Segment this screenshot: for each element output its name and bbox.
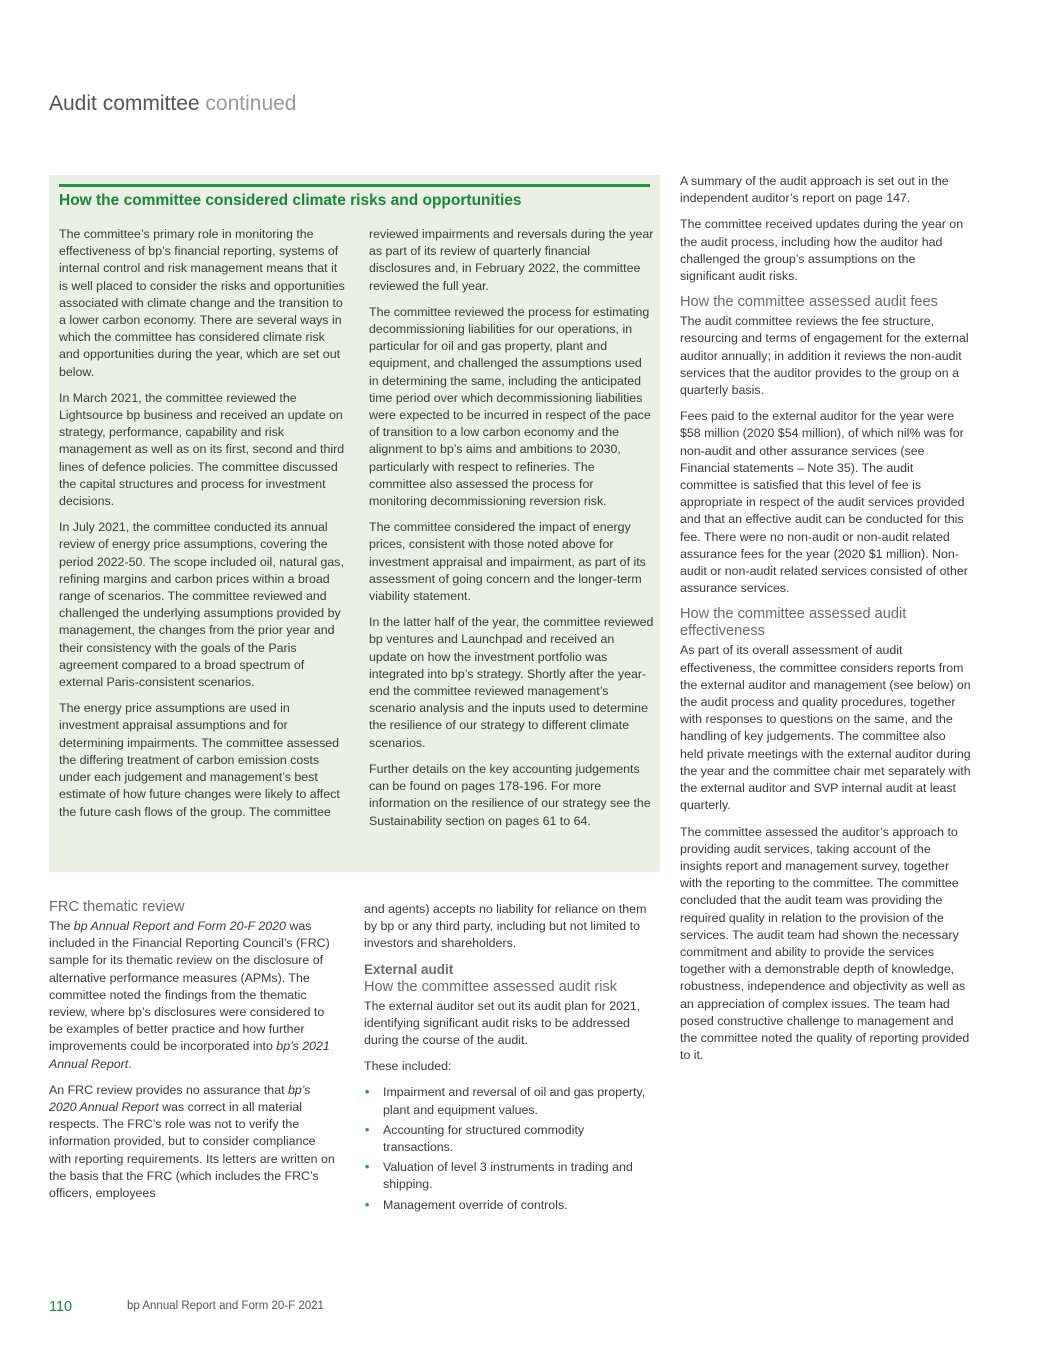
paragraph: reviewed impairments and reversals during the year as part of its review of quarterly financial disclosures and, in February 2022, the committee reviewed the full year.: [369, 227, 654, 293]
paragraph: The audit committee reviews the fee structure, resourcing and terms of engagement for the external auditor annually; in addition it reviews the non-audit services that the auditor provides to the group on a quarterly basis.: [680, 314, 969, 398]
paragraph: In July 2021, the committee conducted its annual review of energy price assumptions, covering the period 2022-50. The scope included oil, natural gas, refining margins and carbon prices within a broad range of scenarios. The committee reviewed and challenged the underlying assumptions provided by management, the changes from the prior year and their consistency with the goals of the Paris agreement compared to a broad spectrum of external Paris-consistent scenarios.: [59, 520, 344, 690]
paragraph: An FRC review provides no assurance that bp’s 2020 Annual Report was correct in all material respects. The FRC’s role was not to verify the information provided, but to consider compliance with reporting requirements. Its letters are written on the basis that the FRC (which includes the FRC’s officers, employees: [49, 1082, 335, 1201]
paragraph: Further details on the key accounting judgements can be found on pages 178-196. For more information on the resilience of our strategy see the Sustainability section on pages 61 to 64.: [369, 761, 651, 828]
bullet-icon: •: [365, 1160, 370, 1175]
list-item: • Accounting for structured commodity transactions.: [365, 1122, 585, 1155]
frc-heading: FRC thematic review: [49, 899, 185, 915]
box-top-rule: [59, 184, 650, 187]
page-number: 110: [49, 1299, 73, 1315]
paragraph: The external auditor set out its audit plan for 2021, identifying significant audit risks to be addressed during the course of the audit.: [364, 998, 641, 1048]
footer-title: bp Annual Report and Form 20-F 2021: [127, 1300, 324, 1312]
climate-risks-box: [49, 175, 660, 872]
bullet-icon: •: [365, 1197, 370, 1212]
paragraph: The committee assessed the auditor’s approach to providing audit services, taking account of the insights report and management survey, together with the reporting to the committee. The committee concluded that the audit team was providing the required quality in relation to the provision of the services. The audit team had shown the necessary commitment and ability to provide the services together with a demonstrable depth of knowledge, robustness, independence and objectivity as well as an appreciation of complex issues. The team had posed constructive challenge to management and the committee noted the quality of reporting provided to it.: [680, 824, 970, 1063]
external-audit-heading: External audit: [364, 961, 454, 977]
audit-fees-heading: How the committee assessed audit fees: [680, 294, 938, 311]
box-title: How the committee considered climate risks and opportunities: [59, 192, 522, 209]
paragraph: In the latter half of the year, the committee reviewed bp ventures and Launchpad and received an update on how the investment portfolio was integrated into bp’s strategy. Shortly after the year-end the committee reviewed management’s scenario analysis and the inputs used to determine the resilience of our strategy to different climate scenarios.: [369, 615, 654, 750]
bullet-icon: •: [365, 1122, 370, 1137]
paragraph: These included:: [364, 1059, 452, 1074]
list-item: • Impairment and reversal of oil and gas property, plant and equipment values.: [365, 1085, 646, 1117]
header-title: Audit committee: [49, 92, 200, 115]
paragraph: As part of its overall assessment of audit effectiveness, the committee considers reports from the external auditor and management (see below) on the audit process and quality procedures, together with responses to questions on the same, and the handling of key judgements. The committee also held private meetings with the external auditor during the year and the committee chair met separately with the external auditor and SVP internal audit at least quarterly.: [680, 643, 971, 813]
paragraph: and agents) accepts no liability for reliance on them by bp or any third party, including but not limited to investors and shareholders.: [364, 902, 647, 951]
external-audit-section: [364, 901, 650, 1217]
header-continued: continued: [205, 92, 297, 115]
audit-risks-list: [364, 1084, 650, 1213]
paragraph: The bp Annual Report and Form 20-F 2020 was included in the Financial Reporting Council’s (FRC) sample for its thematic review on the disclosure of alternative performance measures (APMs). The committee noted the findings from the thematic review, where bp’s disclosures were considered to be examples of better practice and how further improvements could be incorporated into bp’s 2021 Annual Report.: [49, 919, 330, 1071]
audit-risk-heading: How the committee assessed audit risk: [364, 978, 618, 995]
page-header: [49, 92, 296, 116]
bullet-icon: •: [365, 1085, 370, 1100]
paragraph: The committee received updates during the year on the audit process, including how the auditor had challenged the group’s assumptions on the significant audit risks.: [680, 217, 964, 284]
paragraph: The committee considered the impact of energy prices, consistent with those noted above for investment appraisal and impairment, as part of its assessment of going concern and the longer-term viability statement.: [369, 520, 646, 604]
paragraph: A summary of the audit approach is set out in the independent auditor’s report on page 147.: [680, 174, 949, 206]
paragraph: Fees paid to the external auditor for the year were $58 million (2020 $54 million), of which nil% was for non-audit and other assurance services (see Financial statements – Note 35). The audit committee is satisfied that this level of fee is appropriate in respect of the audit services provided and that an effective audit can be conducted for this fee. There were no non-audit or non-audit related assurance fees for the year (2020 $1 million). Non-audit or non-audit related services consisted of other assurance services.: [680, 409, 968, 596]
paragraph: In March 2021, the committee reviewed the Lightsource bp business and received an update on strategy, performance, capability and risk management as well as on its first, second and third lines of defence policies. The committee discussed the capital structures and process for investment decisions.: [59, 390, 345, 509]
audit-effectiveness-heading: How the committee assessed audit effectiveness: [680, 606, 907, 640]
paragraph: The committee’s primary role in monitoring the effectiveness of bp’s financial reporting, systems of internal control and risk management means that it is well placed to consider the risks and opportunities associated with climate change and the transition to a lower carbon economy. There are several ways in which the committee has considered climate risk and opportunities during the year, which are set out below.: [59, 227, 345, 379]
frc-section: [49, 899, 339, 1211]
paragraph: The committee reviewed the process for estimating decommissioning liabilities for our operations, in particular for oil and gas property, plant and equipment, and challenged the assumptions used in determining the same, including the anticipated time period over which decommissioning liabilities were expected to be incurred in respect of the pace of transition to a low carbon economy and the alignment to bp’s aims and ambitions to 2030, particularly with respect to refineries. The committee also assessed the process for monitoring decommissioning reversion risk.: [369, 304, 651, 509]
box-column-2: [369, 226, 654, 839]
list-item: • Management override of controls.: [364, 1197, 650, 1214]
right-column: [680, 173, 972, 1073]
box-column-1: [59, 226, 347, 830]
list-item: • Valuation of level 3 instruments in trading and shipping.: [365, 1160, 633, 1192]
paragraph: The energy price assumptions are used in investment appraisal assumptions and for determining impairments. The committee assessed the differing treatment of carbon emission costs under each judgement and management’s best estimate of how future changes were likely to affect the future cash flows of the group. The committee: [59, 701, 340, 819]
